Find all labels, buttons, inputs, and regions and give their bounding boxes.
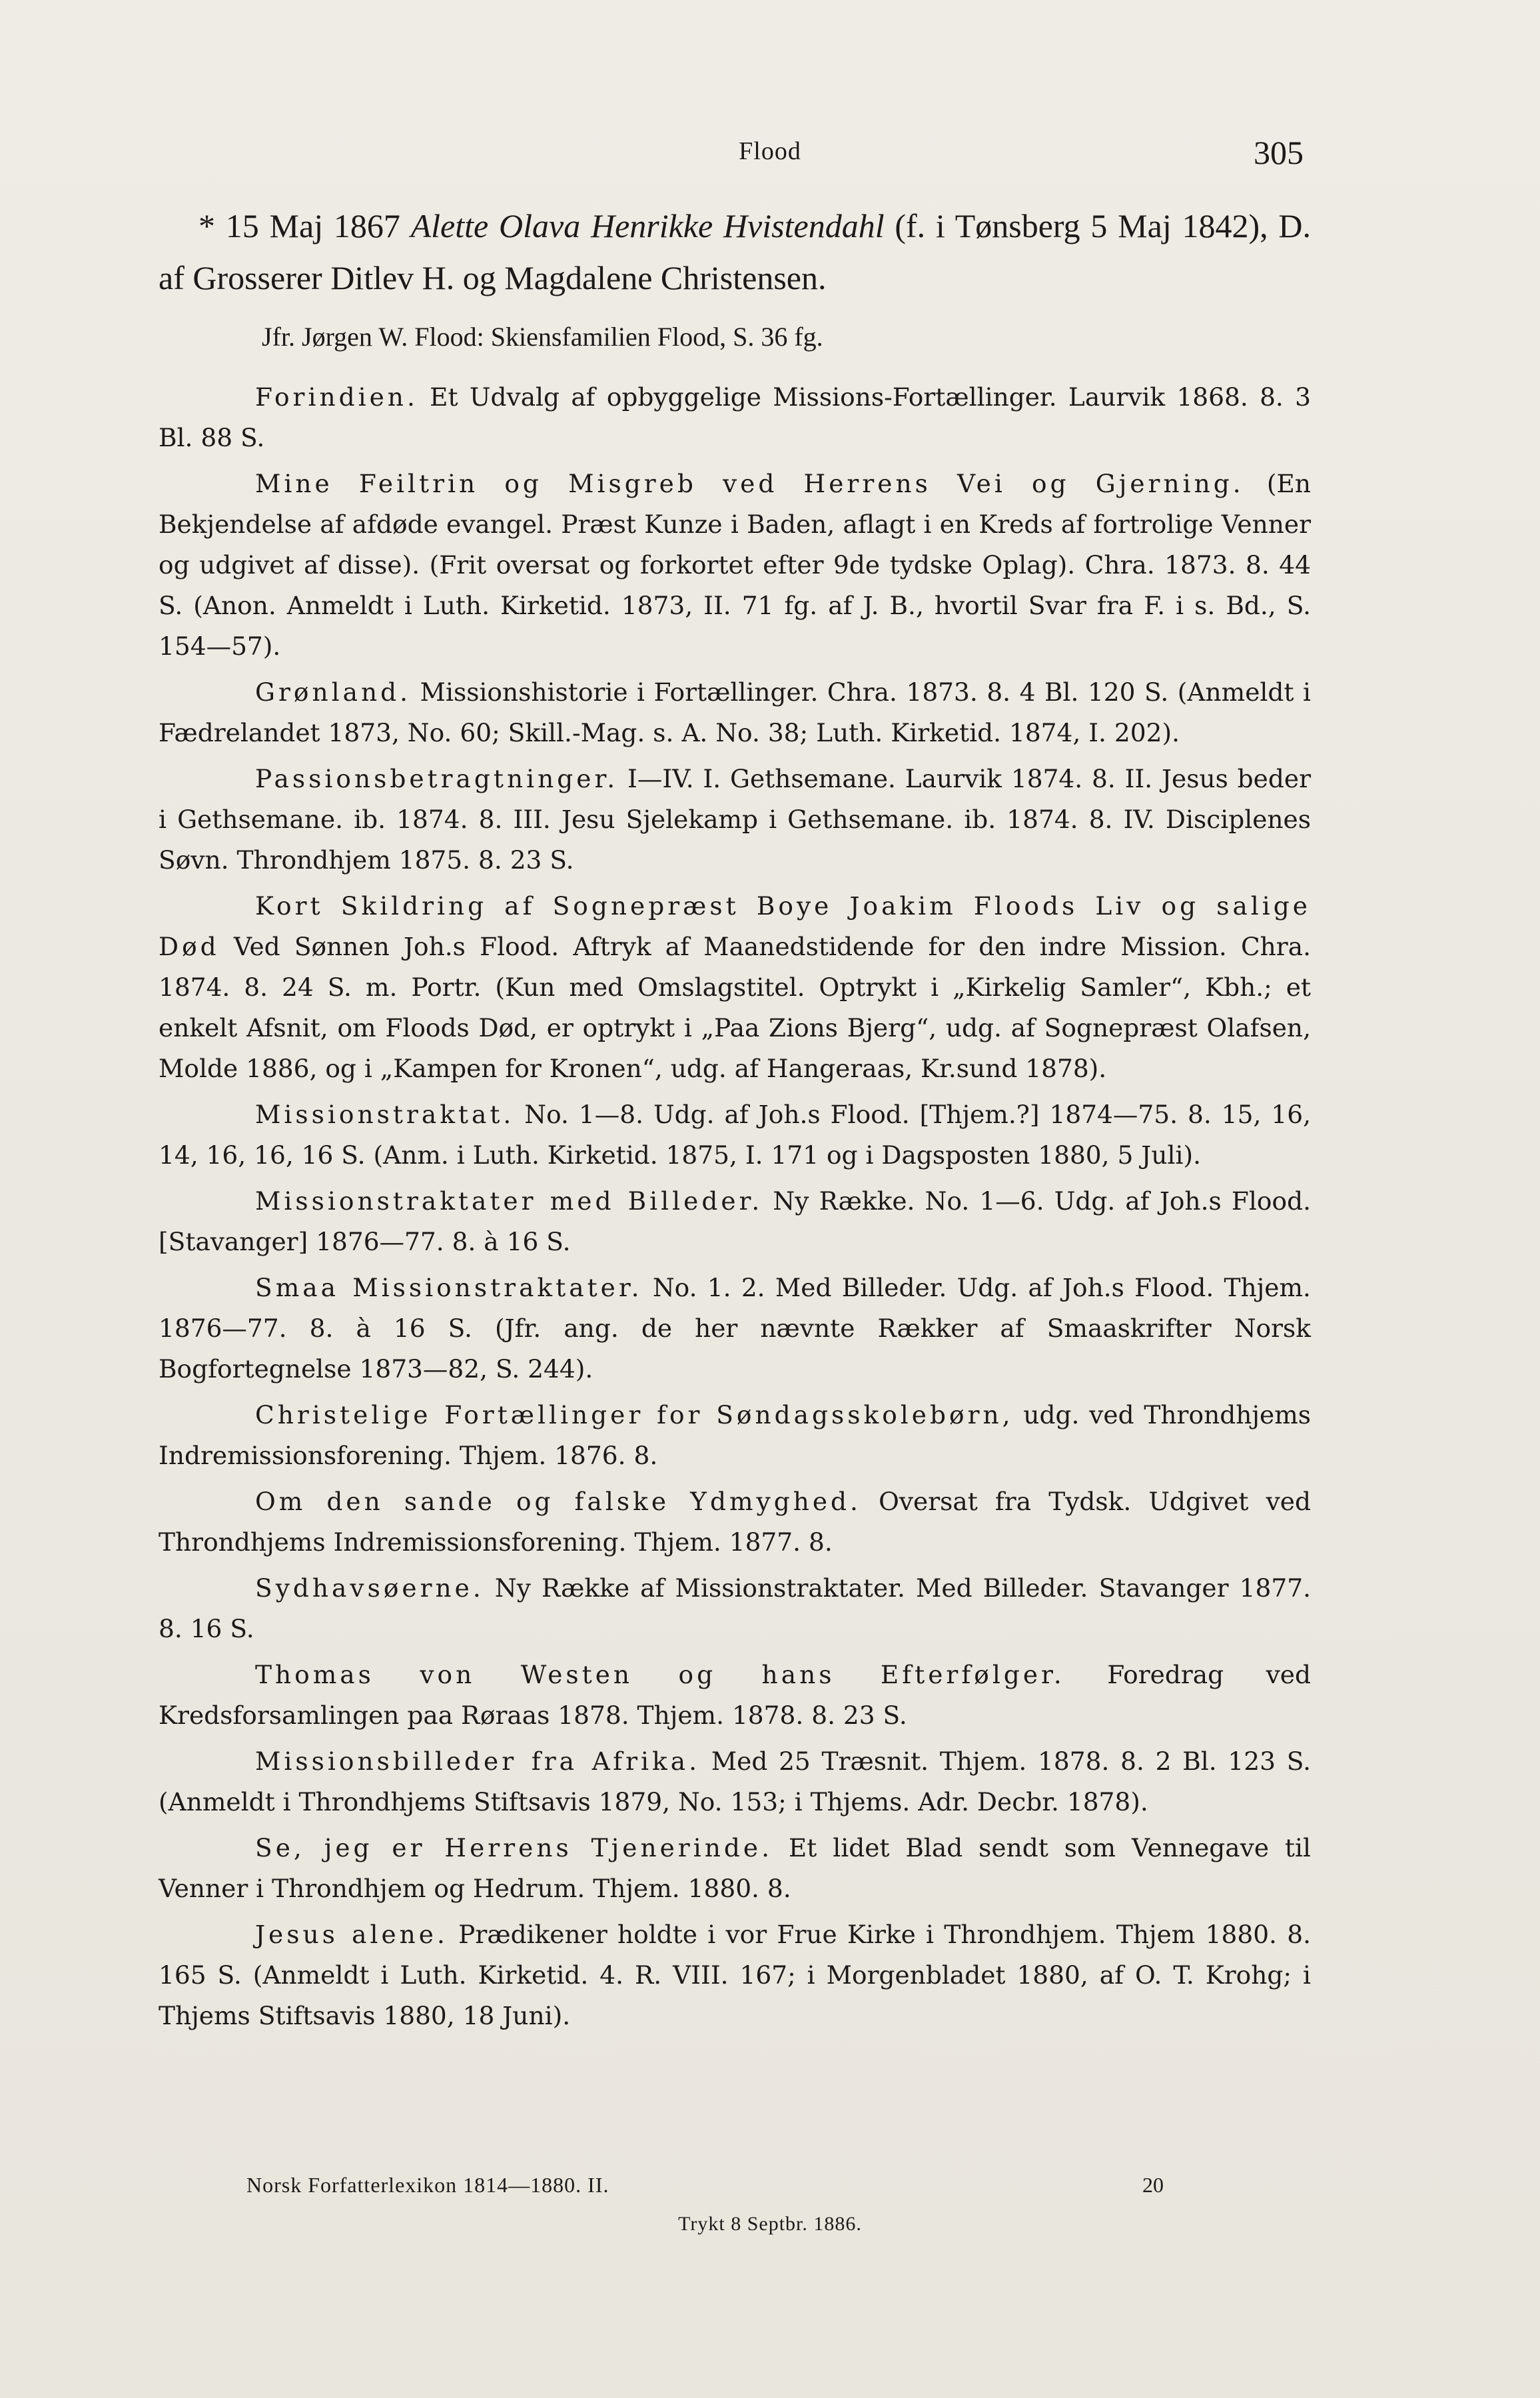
page-content: [159, 200, 1311, 2042]
entry-title: Missionstraktat.: [255, 1100, 515, 1129]
bibliography-entry: [159, 377, 1311, 458]
entry-title: Grønland.: [255, 677, 412, 707]
marriage-suffix: (f. i Tønsberg 5 Maj 1842), D. af Grosserer Ditlev H. og Magdalene Christensen.: [159, 207, 1312, 296]
entry-body: Foredrag ved Kredsforsamlingen paa Røraas 1878. Thjem. 1878. 8. 23 S.: [159, 1660, 1311, 1730]
bibliography-entry: [159, 1181, 1311, 1262]
bibliography-entry: [159, 1741, 1311, 1822]
entry-title: Sydhavsøerne.: [255, 1573, 484, 1603]
footer-series-title: Norsk Forfatterlexikon 1814—1880. II.: [246, 2173, 609, 2197]
entry-title: Kort Skildring af Sognepræst Boye Joakim Floods Liv og salige Død: [159, 891, 1311, 961]
entry-title: Om den sande og falske Ydmyghed.: [255, 1487, 861, 1516]
entry-title: Missionsbilleder fra Afrika.: [255, 1747, 700, 1776]
spouse-name: Alette Olava Henrikke Hvistendahl: [410, 207, 885, 244]
entry-body: No. 1—8. Udg. af Joh.s Flood. [Thjem.?] 1874—75. 8. 15, 16, 14, 16, 16, 16 S. (Anm. i Luth. Kirketid. 1875, I. 171 og i Dagsposten 1880, 5 Juli).: [159, 1100, 1311, 1170]
entry-title: Thomas von Westen og hans Efterfølger.: [255, 1660, 1065, 1689]
bibliography-entry: [159, 759, 1311, 881]
footer-print-date: Trykt 8 Septbr. 1886.: [678, 2213, 862, 2235]
entry-body: Prædikener holdte i vor Frue Kirke i Throndhjem. Thjem 1880. 8. 165 S. (Anmeldt i Luth. Kirketid. 4. R. VIII. 167; i Morgenbladet 1880, af O. T. Krohg; i Thjems Stiftsavis 1880, 18 Juni).: [159, 1920, 1311, 2030]
bibliography-entry: [159, 1914, 1311, 2036]
footer-signature-mark: 20: [1142, 2173, 1164, 2197]
bibliography-entry: [159, 1655, 1311, 1736]
bibliography-entry: [159, 672, 1311, 753]
entry-title: Missionstraktater med Billeder.: [255, 1186, 763, 1216]
reference-note: Jfr. Jørgen W. Flood: Skiensfamilien Flood, S. 36 fg.: [262, 322, 823, 352]
entry-title: Jesus alene.: [255, 1920, 448, 1949]
marriage-note: [159, 200, 1311, 304]
entry-body: I—IV. I. Gethsemane. Laurvik 1874. 8. II. Jesus beder i Gethsemane. ib. 1874. 8. III. Jesu Sjelekamp i Gethsemane. ib. 1874. 8. IV. Disciplenes Søvn. Throndhjem 1875. 8. 23 S.: [159, 764, 1311, 875]
entry-title: Smaa Missionstraktater.: [255, 1273, 643, 1302]
entry-body: Et Udvalg af opbyggelige Missions-Fortællinger. Laurvik 1868. 8. 3 Bl. 88 S.: [159, 382, 1311, 452]
bibliography-entry: [159, 886, 1311, 1089]
entry-body: Et lidet Blad sendt som Vennegave til Venner i Throndhjem og Hedrum. Thjem. 1880. 8.: [159, 1833, 1311, 1903]
bibliography-entry: [159, 1568, 1311, 1649]
entry-title: Passionsbetragtninger.: [255, 764, 619, 793]
entry-body: Missionshistorie i Fortællinger. Chra. 1873. 8. 4 Bl. 120 S. (Anmeldt i Fædrelandet 1873, No. 60; Skill.-Mag. s. A. No. 38; Luth. Kirketid. 1874, I. 202).: [159, 677, 1311, 747]
bibliography-entry: [159, 1481, 1311, 1563]
entry-title: Mine Feiltrin og Misgreb ved Herrens Vei og Gjerning.: [255, 469, 1244, 498]
bibliography-entry: [159, 1395, 1311, 1476]
entry-body: Ny Række. No. 1—6. Udg. af Joh.s Flood. [Stavanger] 1876—77. 8. à 16 S.: [159, 1186, 1311, 1256]
entry-body: Ved Sønnen Joh.s Flood. Aftryk af Maanedstidende for den indre Mission. Chra. 1874. 8. 24 S. m. Portr. (Kun med Omslagstitel. Optrykt i „Kirkelig Samler“, Kbh.; et enkelt Afsnit, om Floods Død, er optrykt i „Paa Zions Bjerg“, udg. af Sognepræst Olafsen, Molde 1886, og i „Kampen for Kronen“, udg. af Hangeraas, Kr.sund 1878).: [159, 932, 1311, 1083]
bibliography-entry: [159, 1828, 1311, 1909]
bibliography-entry: [159, 1094, 1311, 1176]
page-number: 305: [1254, 134, 1304, 171]
entry-title: Christelige Fortællinger for Søndagsskolebørn,: [255, 1400, 1014, 1429]
running-title: Flood: [739, 137, 801, 165]
bibliography-entry: [159, 464, 1311, 667]
entry-body: udg. ved Throndhjems Indremissionsforening. Thjem. 1876. 8.: [159, 1400, 1311, 1470]
entry-title: Se, jeg er Herrens Tjenerinde.: [255, 1833, 773, 1862]
entry-body: Ny Række af Missionstraktater. Med Billeder. Stavanger 1877. 8. 16 S.: [159, 1573, 1311, 1643]
entry-body: No. 1. 2. Med Billeder. Udg. af Joh.s Flood. Thjem. 1876—77. 8. à 16 S. (Jfr. ang. de her nævnte Rækker af Smaaskrifter Norsk Bogfortegnelse 1873—82, S. 244).: [159, 1273, 1311, 1384]
entry-body: Oversat fra Tydsk. Udgivet ved Throndhjems Indremissionsforening. Thjem. 1877. 8.: [159, 1487, 1311, 1557]
entry-body: (En Bekjendelse af afdøde evangel. Præst Kunze i Baden, aflagt i en Kreds af fortrolige Venner og udgivet af disse). (Frit oversat og forkortet efter 9de tydske Oplag). Chra. 1873. 8. 44 S. (Anon. Anmeldt i Luth. Kirketid. 1873, II. 71 fg. af J. B., hvortil Svar fra F. i s. Bd., S. 154—57).: [159, 469, 1312, 661]
marriage-prefix: * 15 Maj 1867: [198, 207, 411, 244]
entry-title: Forindien.: [255, 382, 418, 412]
bibliography-entry: [159, 1268, 1311, 1390]
entry-body: Med 25 Træsnit. Thjem. 1878. 8. 2 Bl. 123 S. (Anmeldt i Throndhjems Stiftsavis 1879, No. 153; i Thjems. Adr. Decbr. 1878).: [159, 1747, 1311, 1816]
